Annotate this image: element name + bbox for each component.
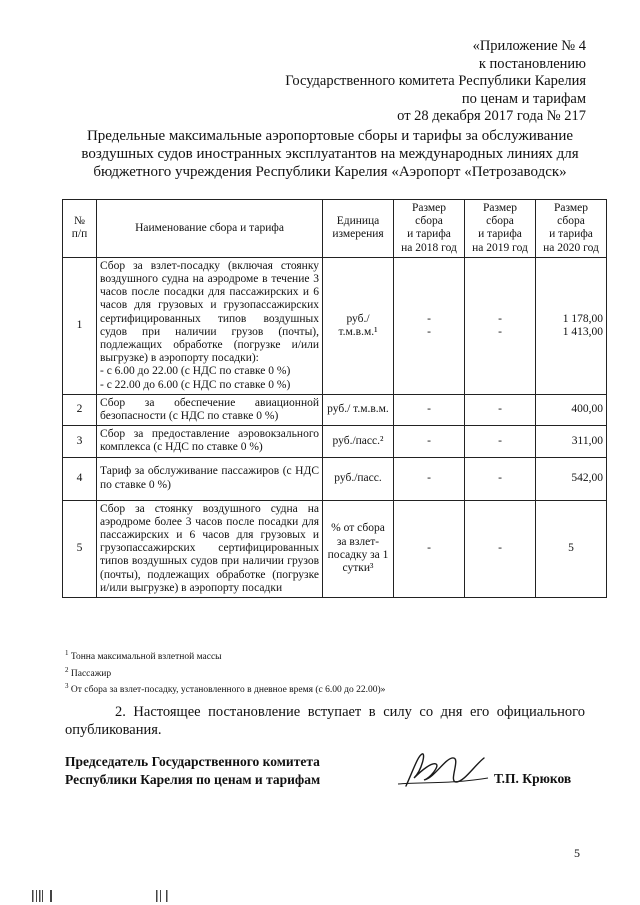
header-2020: Размер сбора и тарифа на 2020 год (536, 200, 607, 258)
row-2019: - - (465, 257, 536, 394)
row-2018: - (394, 394, 465, 425)
row-num: 2 (63, 394, 97, 425)
row-2020: 5 (536, 500, 607, 597)
barcode-marks (32, 890, 172, 902)
row-2020: 311,00 (536, 426, 607, 457)
row-unit: руб./ т.м.в.м. (323, 394, 394, 425)
effective-date-paragraph: 2. Настоящее постановление вступает в силу со дня его официального опубликования. (65, 704, 585, 738)
row-name: Сбор за предоставление аэровокзального комплекса (с НДС по ставке 0 %) (97, 426, 323, 457)
document-title (60, 127, 600, 181)
header-unit: Единица измерения (323, 200, 394, 258)
row-2019: - (465, 394, 536, 425)
appendix-header (285, 38, 586, 126)
header-2019: Размер сбора и тарифа на 2019 год (465, 200, 536, 258)
row-name: Тариф за обслуживание пассажиров (с НДС по ставке 0 %) (97, 457, 323, 500)
header-name: Наименование сбора и тарифа (97, 200, 323, 258)
footnote: $^2$ Пассажир (65, 665, 112, 679)
appendix-line: Государственного комитета Республики Карелия (285, 73, 586, 89)
row-2018: - - (394, 257, 465, 394)
row-2018: - (394, 500, 465, 597)
signer-position-line: Председатель Государственного комитета (65, 754, 320, 769)
row-unit: руб./пасс. (323, 457, 394, 500)
table-header-row (63, 200, 607, 258)
row-num: 1 (63, 257, 97, 394)
signer-name: Т.П. Крюков (494, 771, 572, 786)
row-2018: - (394, 426, 465, 457)
signer-position (65, 753, 320, 789)
appendix-line: от 28 декабря 2017 года № 217 (397, 108, 586, 124)
table-row (63, 426, 607, 457)
row-unit: руб./пасс.² (323, 426, 394, 457)
row-2019: - (465, 426, 536, 457)
appendix-line: по ценам и тарифам (461, 90, 586, 107)
page-number: 5 (574, 846, 580, 860)
appendix-line: «Приложение № 4 (472, 38, 586, 54)
row-2020: 542,00 (536, 457, 607, 500)
handwritten-signature (392, 748, 492, 792)
footnote: $^1$ Тонна максимальной взлетной массы (65, 649, 222, 663)
tariff-table (62, 199, 607, 598)
row-num: 5 (63, 500, 97, 597)
title-line: бюджетного учреждения Республики Карелия «Аэропорт «Петрозаводск» (93, 164, 567, 180)
table-row (63, 457, 607, 500)
row-2019: - (465, 500, 536, 597)
table-row (63, 257, 607, 394)
footnote: $^3$ От сбора за взлет-посадку, установленного в дневное время (с 6.00 до 22.00)» (65, 682, 386, 696)
signer-position-line: Республики Карелия по ценам и тарифам (65, 772, 321, 787)
row-2018: - (394, 457, 465, 500)
row-name: Сбор за взлет-посадку (включая стоянку воздушного судна на аэродроме в течение 3 часов после посадки для пассажирских и 6 часов для грузовых и грузопассажирских сертифицированных типов воздушных судов при наличии грузов (почты), подлежащих обработке (погрузке и/или выгрузке) в аэропорту посадки): - с 6.00 до 22.00 (с НДС по ставке 0 %) - с 22.00 до 6.00 (с НДС по ставке 0 %) (97, 257, 323, 394)
row-unit: % от сбора за взлет-посадку за 1 сутки³ (323, 500, 394, 597)
table-row (63, 500, 607, 597)
row-2020: 400,00 (536, 394, 607, 425)
row-name: Сбор за стоянку воздушного судна на аэродроме более 3 часов после посадки для пассажирских и 6 часов для грузовых и грузопассажирских сертифицированных типов воздушных судов при наличии грузов (почты), подлежащих обработке (погрузке и/или выгрузке) в аэропорту посадки (97, 500, 323, 597)
header-num: № п/п (63, 200, 97, 258)
row-num: 3 (63, 426, 97, 457)
footnotes (65, 647, 385, 697)
title-line: Предельные максимальные аэропортовые сборы и тарифы за обслуживание (86, 128, 574, 144)
row-num: 4 (63, 457, 97, 500)
header-2018: Размер сбора и тарифа на 2018 год (394, 200, 465, 258)
appendix-line: к постановлению (478, 55, 586, 72)
row-2019: - (465, 457, 536, 500)
row-name: Сбор за обеспечение авиационной безопасности (с НДС по ставке 0 %) (97, 394, 323, 425)
title-line: воздушных судов иностранных эксплуатантов на международных линиях для (81, 146, 579, 162)
table-row (63, 394, 607, 425)
row-unit: руб./ т.м.в.м.¹ (323, 257, 394, 394)
row-2020: 1 178,00 1 413,00 (536, 257, 607, 394)
